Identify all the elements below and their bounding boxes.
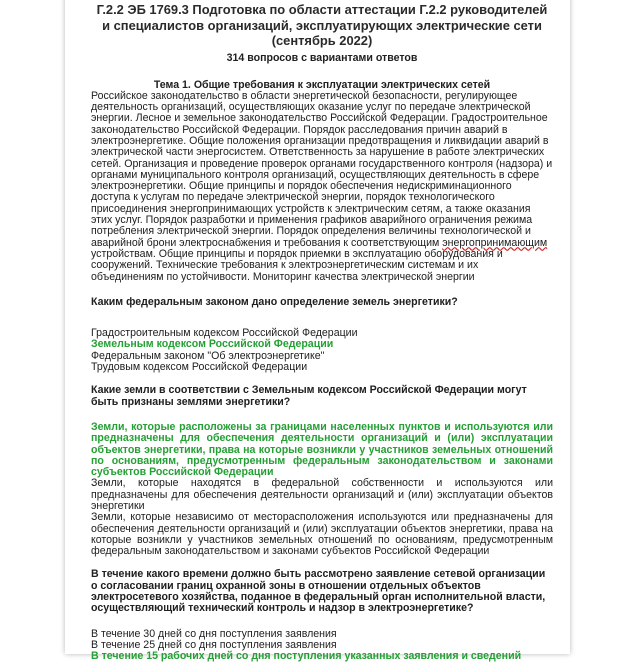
document-title: Г.2.2 ЭБ 1769.3 Подготовка по области аттестации Г.2.2 руководителей и специалистов организаций, эксплуатирующих электрические сети (сентябрь 2022): [96, 2, 548, 48]
theme-description-part-1: Российское законодательство в области энергетической безопасности, регулирующее деятельность организаций, осуществляющих оказание услуг по передаче электрической энергии. Лесное и земельное законодательство Российской Федерации. Градостроительное законодательство Российской Федерации. Порядок расследования причин аварий в электроэнергетике. Общие положения организации предотвращения и ликвидации аварий в электрической части энергосистем. Ответственность за нарушение в работе электрических сетей. Организация и проведение проверок органами государственного контроля (надзора) и органами муниципального контроля организаций, осуществляющих деятельность в сфере электроэнергетики. Общие принципы и порядок обеспечения недискриминационного доступа к услугам по передаче электрической энергии, порядок технологического присоединения энергопринимающих устройств к электрическим сетям, а также оказания этих услуг. Порядок разработки и применения графиков аварийного ограничения режима потребления электрической энергии. Порядок определения величины технологической и аварийной брони электроснабжения и требования к соответствующим: [91, 89, 553, 249]
answer-option: Федеральным законом "Об электроэнергетике": [91, 349, 325, 362]
answer-option: Трудовым кодексом Российской Федерации: [91, 361, 308, 374]
answer-option-correct: Земли, которые расположены за границами населенных пунктов и используются или предназначены для обеспечения деятельности организаций и (или) эксплуатации объектов энергетики, права на которые возникли у участников земельных отношений по основаниям, предусмотренным федеральным законодательством и законами субъектов Российской Федерации: [91, 420, 553, 479]
answer-option: В течение 30 дней со дня поступления заявления: [91, 627, 337, 640]
answer-option-correct: Земельным кодексом Российской Федерации: [91, 338, 334, 351]
answer-list: [91, 422, 553, 558]
theme-title: Тема 1. Общие требования к эксплуатации электрических сетей: [153, 78, 491, 91]
spellcheck-marked-word: энергопринимающим: [442, 236, 548, 249]
answer-option-correct: В течение 15 рабочих дней со дня поступления указанных заявления и сведений: [91, 650, 522, 663]
question-text: Какие земли в соответствии с Земельным кодексом Российской Федерации могут быть признаны землями энергетики?: [91, 384, 527, 408]
answer-list: [91, 629, 553, 663]
document-subtitle: 314 вопросов с вариантами ответов: [226, 51, 418, 64]
question-text: В течение какого времени должно быть рассмотрено заявление сетевой организации о согласовании границ охранной зоны в отношении отдельных объектов электросетевого хозяйства, поданное в федеральный орган исполнительной власти, осуществляющий технический контроль и надзор в электроэнергетике?: [91, 568, 546, 615]
answer-option: Градостроительным кодексом Российской Федерации: [91, 327, 358, 340]
theme-description-part-2: устройствам. Общие принципы и порядок приемки в эксплуатацию оборудования и сооружений. Технические требования к электроэнергетическим системам и их объединениям по устойчивости. Мониторинг качества электрической энергии: [91, 247, 503, 283]
answer-list: [91, 328, 553, 373]
document-content: [91, 0, 553, 663]
question-block: [91, 385, 553, 557]
question-block: [91, 569, 553, 662]
question-text: Каким федеральным законом дано определение земель энергетики?: [91, 295, 458, 308]
answer-option: В течение 25 дней со дня поступления заявления: [91, 638, 337, 651]
question-block: [91, 297, 553, 373]
answer-option: Земли, которые находятся в федеральной собственности и используются или предназначены для обеспечения деятельности организаций и (или) эксплуатации объектов энергетики: [91, 477, 553, 512]
answer-option: Земли, которые независимо от месторасположения используются или предназначены для обеспечения деятельности организаций и (или) эксплуатации объектов энергетики, права на которые возникли у участников земельных отношений по основаниям, предусмотренным федеральным законодательством и законами субъектов Российской Федерации: [91, 511, 553, 558]
theme-description: [91, 91, 553, 283]
